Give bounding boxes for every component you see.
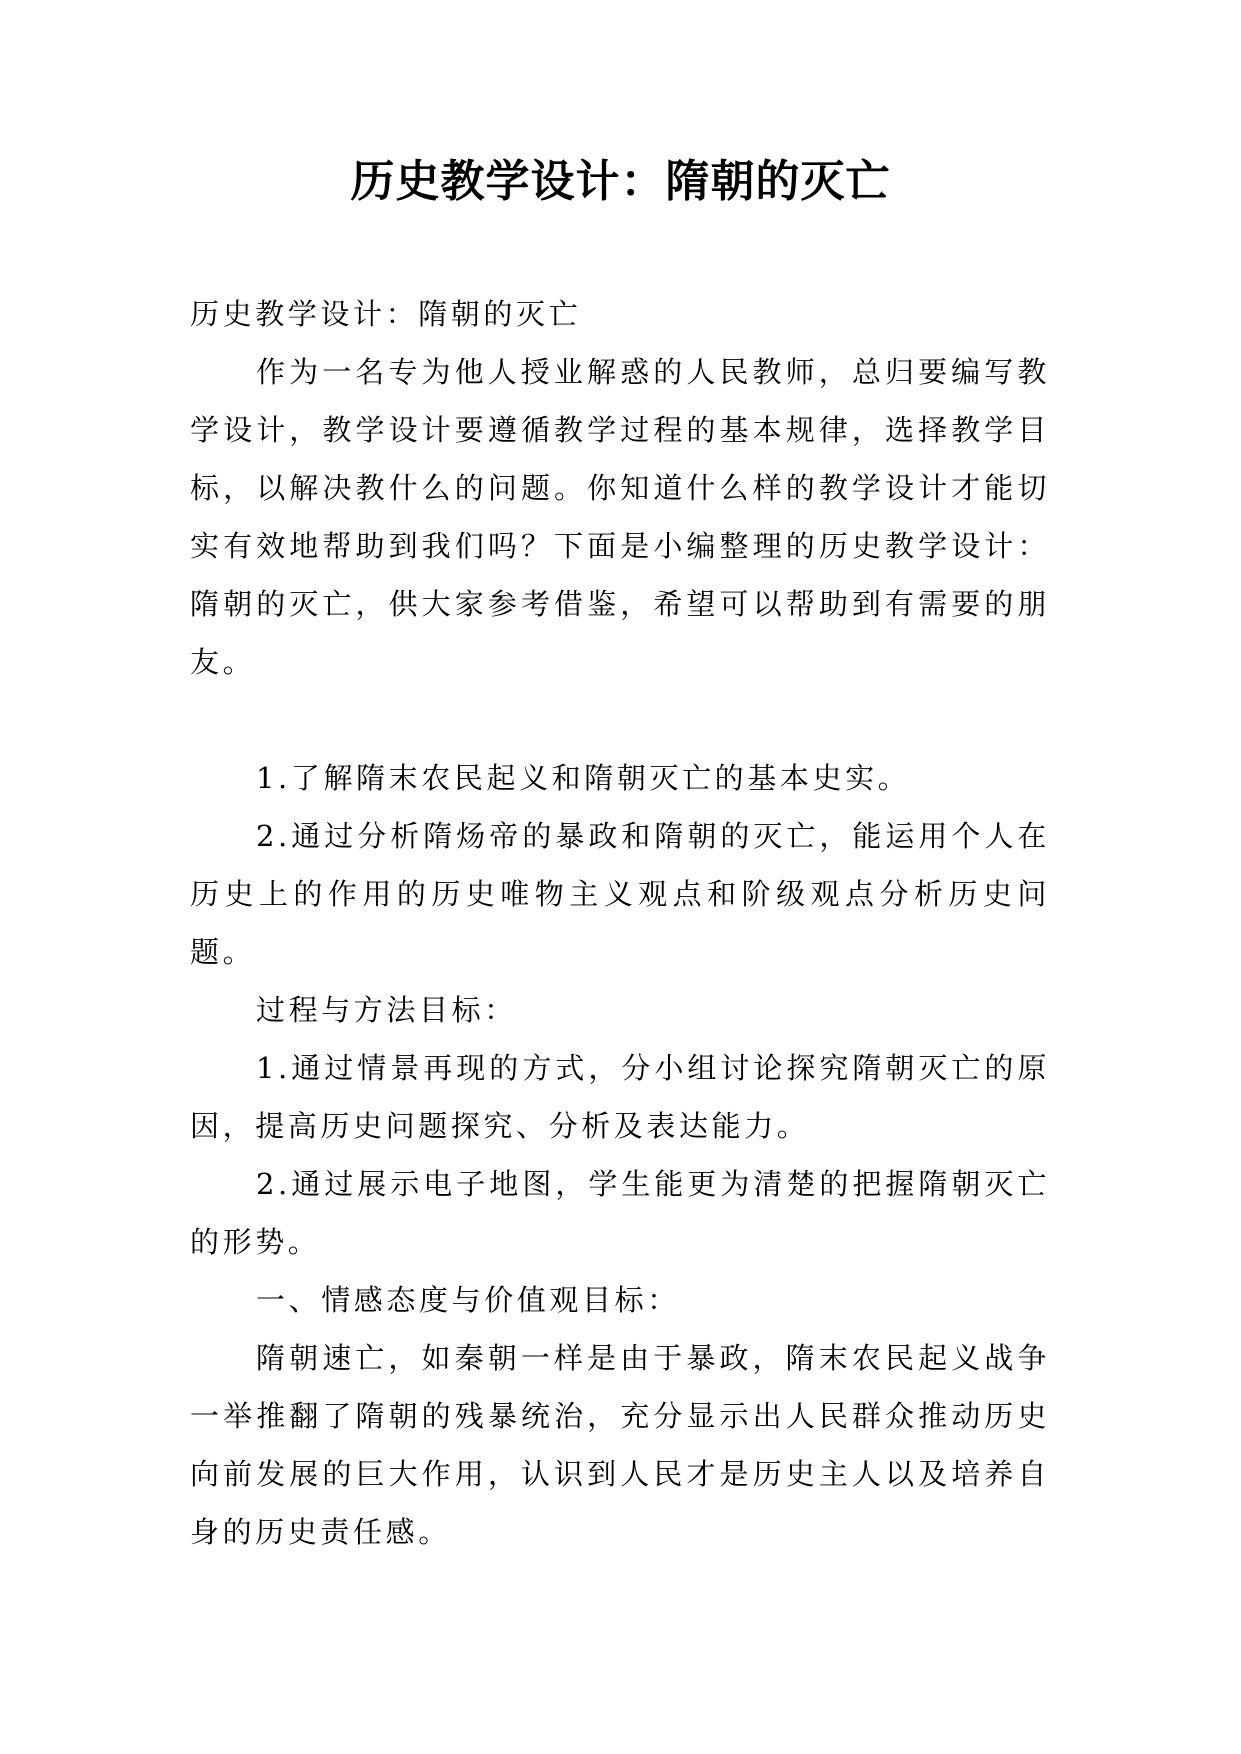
document-body [190, 285, 1050, 1561]
paragraph-process-1: 1.通过情景再现的方式，分小组讨论探究隋朝灭亡的原因，提高历史问题探究、分析及表达能力。 [190, 1051, 1050, 1143]
paragraph-subtitle: 历史教学设计：隋朝的灭亡 [190, 297, 582, 331]
paragraph-spacer [190, 691, 1050, 749]
paragraph-process-heading: 过程与方法目标： [256, 993, 517, 1027]
paragraph-emotion-body: 隋朝速亡，如秦朝一样是由于暴政，隋末农民起义战争一举推翻了隋朝的残暴统治，充分显示出人民群众推动历史向前发展的巨大作用，认识到人民才是历史主人以及培养自身的历史责任感。 [190, 1341, 1050, 1549]
paragraph-intro: 作为一名专为他人授业解惑的人民教师，总归要编写教学设计，教学设计要遵循教学过程的基本规律，选择教学目标，以解决教什么的问题。你知道什么样的教学设计才能切实有效地帮助到我们吗？下面是小编整理的历史教学设计：隋朝的灭亡，供大家参考借鉴，希望可以帮助到有需要的朋友。 [190, 355, 1050, 679]
paragraph-goal-2: 2.通过分析隋炀帝的暴政和隋朝的灭亡，能运用个人在历史上的作用的历史唯物主义观点和阶级观点分析历史问题。 [190, 819, 1050, 969]
paragraph-process-2: 2.通过展示电子地图，学生能更为清楚的把握隋朝灭亡的形势。 [190, 1167, 1050, 1259]
paragraph-emotion-heading: 一、情感态度与价值观目标： [256, 1283, 680, 1317]
document-title: 历史教学设计：隋朝的灭亡 [350, 156, 891, 207]
paragraph-goal-1: 1.了解隋末农民起义和隋朝灭亡的基本史实。 [256, 761, 911, 795]
